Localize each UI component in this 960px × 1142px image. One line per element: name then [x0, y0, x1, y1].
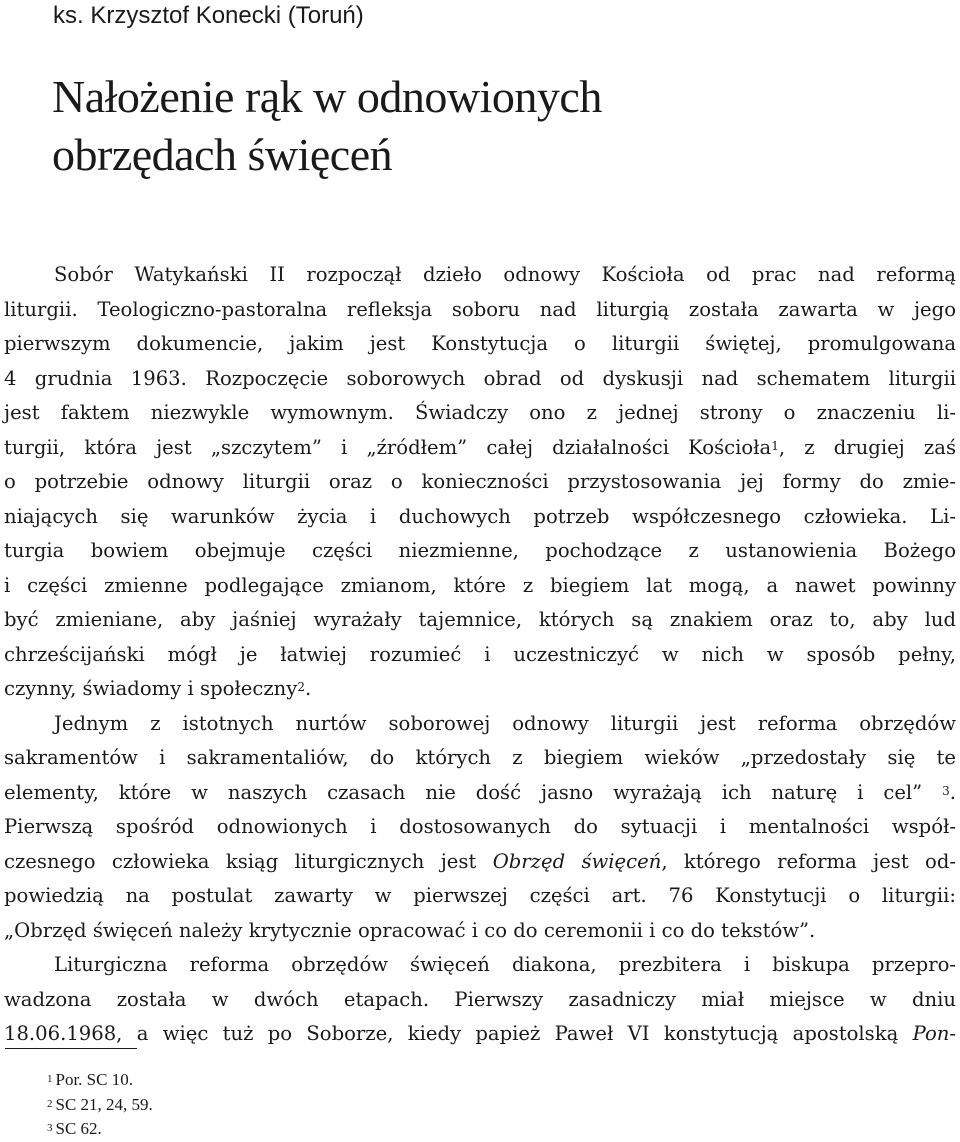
body-line: jest faktem niezwykle wymownym. Świadczy ono z jednej strony o znaczeniu li- — [4, 401, 956, 424]
body-line: turgia bowiem obejmuje części niezmienne, pochodzące z ustanowienia Bożego — [4, 539, 956, 562]
body-line: Sobór Watykański II rozpoczął dzieło odnowy Kościoła od prac nad reformą — [54, 263, 956, 286]
body-line — [4, 776, 956, 811]
footnote — [47, 1117, 153, 1142]
body-text-fragment: 18.06.1968, a więc tuż po Soborze, kiedy papież Paweł VI konstytucją apostolską — [4, 1022, 899, 1045]
article-body — [4, 258, 956, 1052]
footnote-number: 1 — [47, 1073, 53, 1085]
title-line-2: obrzędach święceń — [52, 129, 393, 180]
body-line — [4, 1017, 956, 1052]
body-text-fragment: . — [949, 780, 956, 804]
body-line — [4, 431, 956, 466]
author-line: ks. Krzysztof Konecki (Toruń) — [53, 2, 364, 29]
body-line: o potrzebie odnowy liturgii oraz o konieczności przystosowania jej formy do zmie- — [4, 470, 956, 493]
document-title-italic: Pon- — [912, 1022, 957, 1045]
body-text-fragment: elementy, które w naszych czasach nie dość jasno wyrażają ich naturę i cel” — [4, 780, 923, 804]
body-text-fragment: turgii, która jest „szczytem” i „źródłem” całej działalności Kościoła — [4, 435, 772, 459]
body-line: liturgii. Teologiczno-pastoralna refleksja soboru nad liturgią została zawarta w jego — [4, 297, 956, 321]
footnote-ref: 3 — [942, 783, 950, 798]
body-text-fragment: czynny, świadomy i społeczny — [4, 677, 298, 700]
footnote-number: 3 — [47, 1122, 53, 1134]
body-text-fragment: , którego reforma jest od- — [661, 849, 957, 873]
footnote-text: Por. SC 10. — [55, 1070, 133, 1089]
article-title — [52, 68, 912, 184]
body-line: i części zmienne podlegające zmianom, które z biegiem lat mogą, a nawet powinny — [4, 573, 956, 597]
footnote-ref: 2 — [297, 680, 305, 694]
body-line — [4, 672, 956, 707]
body-text-fragment: . — [304, 677, 312, 700]
body-text-fragment: czesnego człowieka ksiąg liturgicznych jest — [4, 849, 477, 873]
body-text-fragment: , z drugiej zaś — [778, 435, 956, 459]
body-line: chrześcijański mógł je łatwiej rozumieć i uczestniczyć w nich w sposób pełny, — [4, 642, 956, 666]
body-line: Jednym z istotnych nurtów soborowej odnowy liturgii jest reforma obrzędów — [54, 711, 956, 735]
footnote-number: 2 — [47, 1097, 53, 1110]
body-line: Liturgiczna reforma obrzędów święceń diakona, prezbitera i biskupa przepro- — [54, 953, 956, 976]
body-line: 4 grudnia 1963. Rozpoczęcie soborowych obrad od dyskusji nad schematem liturgii — [4, 366, 956, 390]
body-line: Pierwszą spośród odnowionych i dostosowanych do sytuacji i mentalności współ- — [4, 815, 956, 838]
footnote-ref: 1 — [771, 438, 779, 453]
footnote-text: SC 62. — [55, 1119, 102, 1138]
body-line: niających się warunków życia i duchowych potrzeb współczesnego człowieka. Li- — [4, 504, 956, 528]
body-line: powiedzią na postulat zawarty w pierwszej części art. 76 Konstytucji o liturgii: — [4, 884, 956, 907]
body-line — [4, 845, 956, 880]
footnote-text: SC 21, 24, 59. — [55, 1094, 153, 1114]
book-title-italic: Obrzęd święceń — [492, 849, 662, 873]
body-line: sakramentów i sakramentaliów, do których z biegiem wieków „przedostały się te — [4, 746, 956, 769]
footnote-divider — [5, 1048, 137, 1049]
body-line: być zmieniane, aby jaśniej wyrażały tajemnice, których są znakiem oraz to, aby lud — [4, 608, 956, 631]
footnote — [47, 1093, 153, 1118]
body-line: pierwszym dokumencie, jakim jest Konstytucja o liturgii świętej, promulgowana — [4, 332, 956, 355]
footnotes — [47, 1068, 153, 1142]
body-line: wadzona została w dwóch etapach. Pierwszy zasadniczy miał miejsce w dniu — [4, 987, 956, 1011]
title-line-1: Nałożenie rąk w odnowionych — [52, 71, 602, 122]
footnote — [47, 1068, 153, 1093]
body-line: „Obrzęd święceń należy krytycznie opracować i co do ceremonii i co do tekstów”. — [4, 918, 816, 942]
